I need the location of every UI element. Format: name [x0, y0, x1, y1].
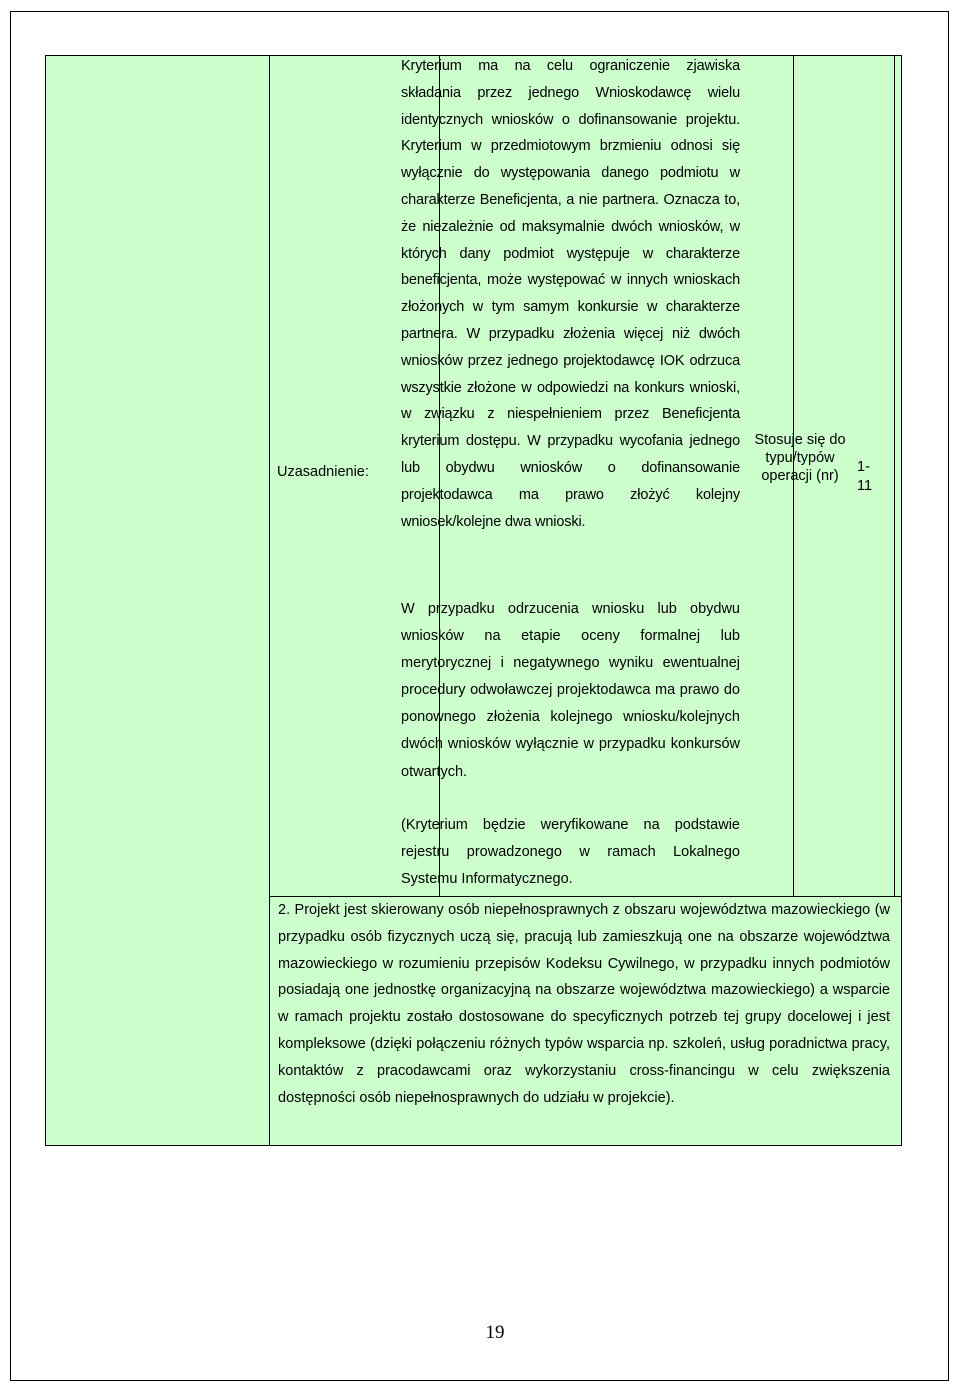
criterion-2-text: 2. Projekt jest skierowany osób niepełnosprawnych z obszaru województwa mazowieckiego (w przypadku osób fizycznych uczą się, pracują lub zamieszkują one na obszarze województwa mazowieckiego w rozumieniu przepisów Kodeksu Cywilnego, w przypadku innych podmiotów posiadają one jednostkę organizacyjną na obszarze województwa mazowieckiego) a wsparcie w ramach projektu zostało dostosowane do specyficznych potrzeb tej grupy docelowej i jest kompleksowe (dzięki połączeniu różnych typów wsparcia np. szkoleń, usług poradnictwa pracy, kontaktów z pracodawcami oraz wykorzystaniu cross-financingu w celu zwiększenia dostępności osób niepełnosprawnych do udziału w projekcie).: [278, 902, 890, 1106]
justification-paragraph: W przypadku odrzucenia wniosku lub obydwu wniosków na etapie oceny formalnej lub merytorycznej i negatywnego wyniku ewentualnej procedury odwoławczej projektodawca ma prawo do ponownego złożenia kolejnego wniosku/kolejnych dwóch wniosków wyłącznie w przypadku konkursów otwartych.: [401, 601, 740, 780]
page-number: 19: [485, 1322, 505, 1343]
criterion-number-cell: [46, 56, 270, 1145]
justification-label: Uzasadnienie:: [277, 464, 369, 480]
types-cell: [895, 56, 901, 896]
justification-paragraph: Kryterium ma na celu ograniczenie zjawiska składania przez jednego Wnioskodawcę wielu identycznych wniosków o dofinansowanie projektu. Kryterium w przedmiotowym brzmieniu odnosi się wyłącznie do występowania danego podmiotu w charakterze Beneficjenta, a nie partnera. Oznacza to, że niezależnie od maksymalnie dwóch wniosków, w których dany podmiot występuje w charakterze beneficjenta, może występować w innych wnioskach złożonych w tym samym konkursie w charakterze partnera. W przypadku złożenia więcej niż dwóch wniosków przez jednego projektodawcę IOK odrzuca wszystkie złożone w odpowiedzi na konkurs wnioski, w związku z niespełnieniem przez Beneficjenta kryterium dostępu. W przypadku wycofania jednego lub obydwu wniosków o dofinansowanie projektodawca ma prawo złożyć kolejny wniosek/kolejne dwa wnioski.: [401, 58, 740, 530]
applies-to-operation-types: Stosuje się do typu/typów operacji (nr): [754, 432, 846, 484]
justification-paragraph: (Kryterium będzie weryfikowane na podstawie rejestru prowadzonego w ramach Lokalnego Systemu Informatycznego.: [401, 817, 740, 888]
operation-types-value: 1- 11: [857, 459, 873, 494]
